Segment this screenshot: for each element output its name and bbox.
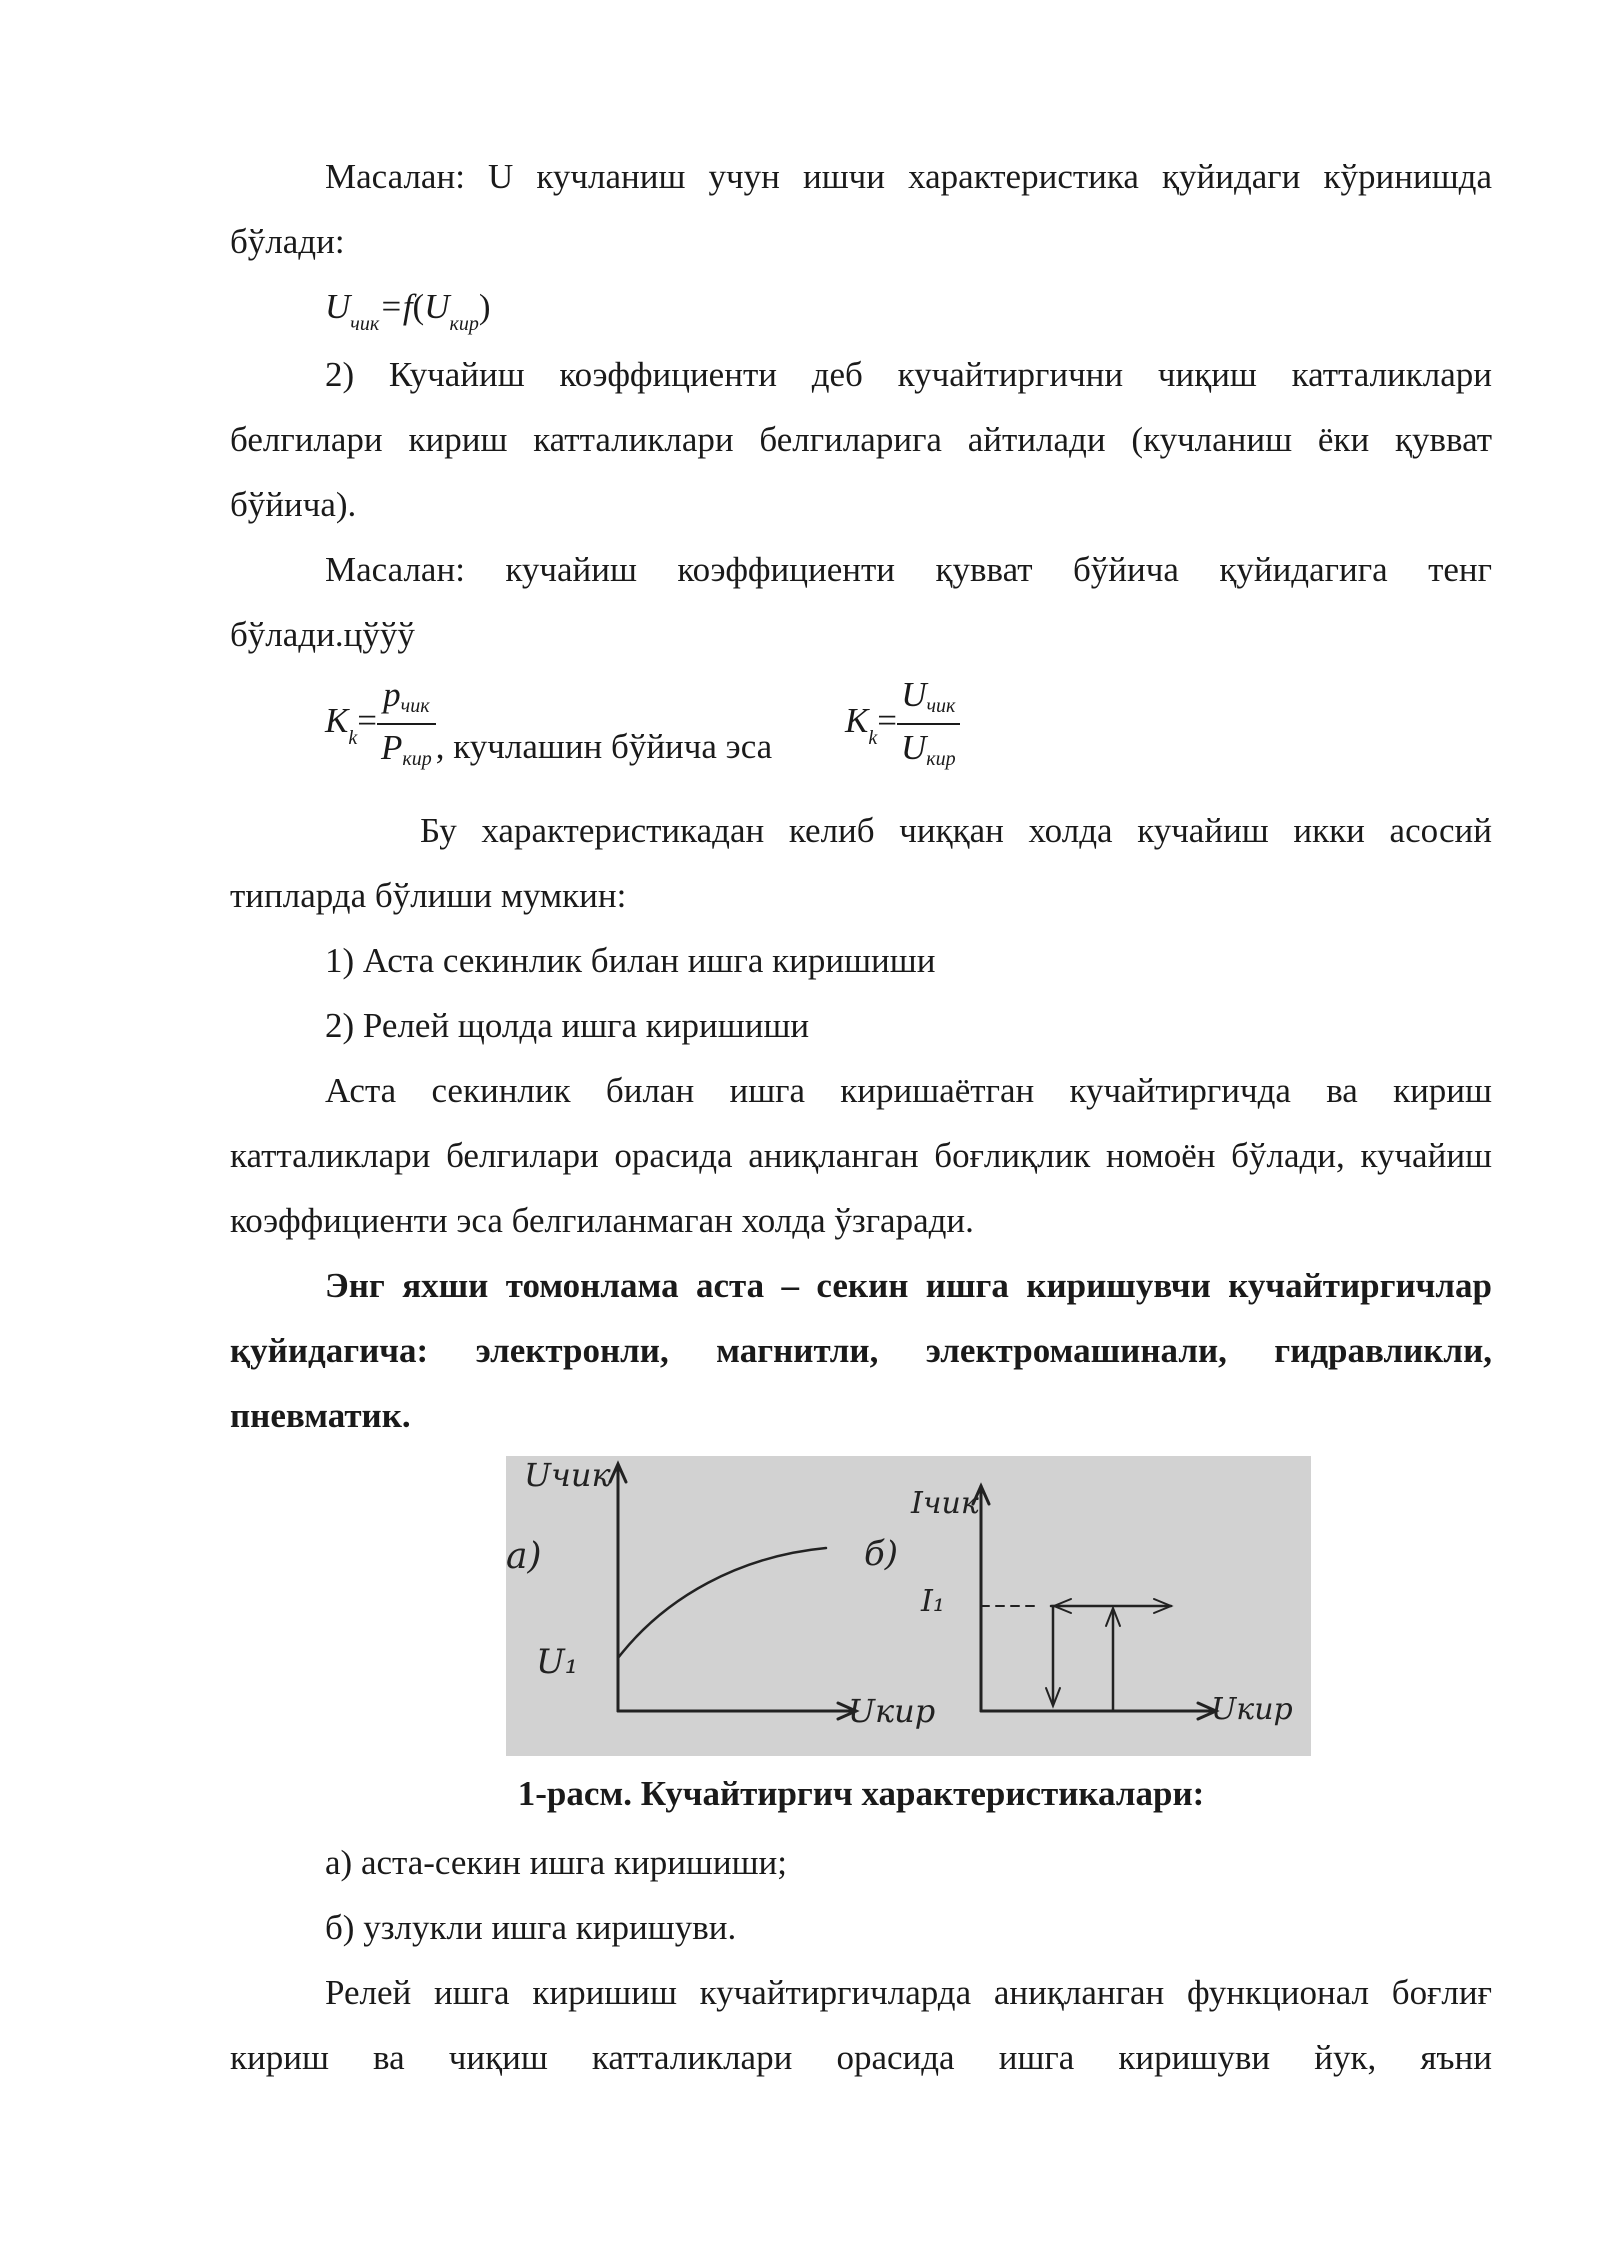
formula-gain-voltage: $K_k=$ $\frac{\text{Uчик}}{\text{Uкир}}$ [845, 672, 960, 776]
chart-b-label: б) [864, 1534, 899, 1574]
paragraph-gain-example: Масалан: кучайиш коэффициенти қувват бўйича қуйидагига тенг бўлади.цўўў [230, 550, 1492, 654]
chart-b-y-label: Iчик [911, 1486, 979, 1521]
chart-a-label: а) [506, 1536, 542, 1577]
paragraph-gradual-description: Аста секинлик билан ишга киришаётган кучайтиргичда ва кириш катталиклари белгилари орасида аниқланган боғлиқлик номоён бўлади, кучайиш коэффициенти эса белгиланмаган холда ўзгаради. [230, 1071, 1492, 1240]
chart-a-y-label: Uчик [524, 1456, 611, 1494]
fraction-power: $\frac{\text{pчик}}{\text{Pкир}}$ [377, 672, 436, 776]
formula-connector-text: , кучлашин бўйича эса [435, 727, 773, 767]
formula-gain-power: $K_k=$ $\frac{\text{pчик}}{\text{Pкир}}$ , кучлашин бўйича эса [325, 672, 772, 776]
list-item-gradual: 1) Аста секинлик билан ишга киришиши [325, 941, 936, 980]
chart-a-x-label: Uкир [848, 1692, 936, 1730]
caption-item-b: б) узлукли ишга киришуви. [325, 1908, 737, 1947]
caption-item-a: а) аста-секин ишга киришиши; [325, 1843, 788, 1882]
formula-output-function: $U_{чик}=f(U_{кир})$ [325, 287, 491, 335]
chart-a-curve [618, 1548, 826, 1658]
paragraph-gain-definition: 2) Кучайиш коэффициенти деб кучайтиргични чиқиш катталиклари белгилари кириш катталиклари белгиларига айтилади (кучланиш ёки қувват бўйича). [230, 355, 1492, 524]
paragraph-relay-description: Релей ишга киришиш кучайтиргичларда аниқланган функционал боғлиғ кириш ва чиқиш катталиклари орасида ишга киришуви йук, яъни [230, 1973, 1492, 2077]
paragraph-types-intro: Бу характеристикадан келиб чиққан холда кучайиш икки асосий типларда бўлиши мумкин: [230, 811, 1492, 915]
figure-amplifier-characteristics [506, 1456, 1311, 1756]
chart-a-start-label: U₁ [536, 1642, 579, 1682]
list-item-relay: 2) Релей щолда ишга киришиши [325, 1006, 810, 1045]
chart-b-level-label: I₁ [921, 1584, 945, 1619]
figure-caption: 1-расм. Кучайтиргич характеристикалари: [517, 1774, 1205, 1813]
chart-b-x-label: Uкир [1211, 1692, 1293, 1727]
paragraph-best-types: Энг яхши томонлама аста – секин ишга киришувчи кучайтиргичлар қуйидагича: электронли, магнитли, электромашинали, гидравликли, пневматик. [230, 1266, 1492, 1435]
fraction-voltage: $\frac{\text{Uчик}}{\text{Uкир}}$ [897, 672, 960, 776]
paragraph-intro: Масалан: U кучланиш учун ишчи характеристика қуйидаги кўринишда бўлади: [230, 157, 1492, 261]
